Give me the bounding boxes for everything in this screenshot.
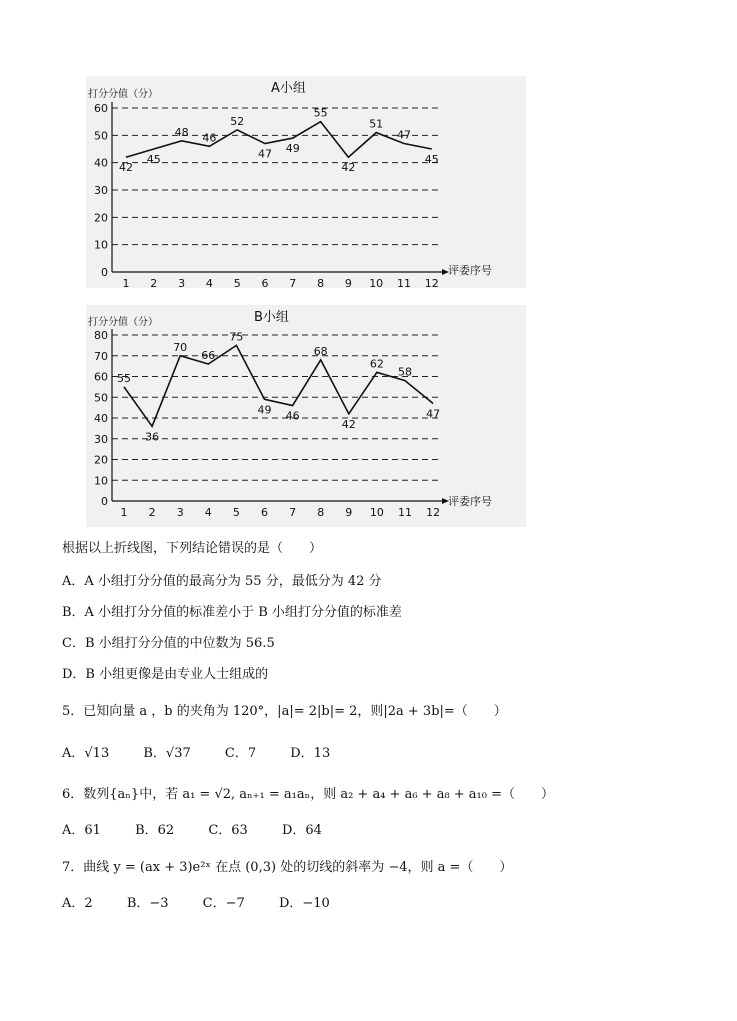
chart-a-data-label: 55 bbox=[313, 106, 328, 120]
chart-a-data-label: 49 bbox=[285, 142, 300, 156]
chart-a-xtick-label: 8 bbox=[317, 277, 325, 288]
chart-a-xtick-label: 4 bbox=[205, 277, 213, 288]
chart-b-data-label: 66 bbox=[201, 349, 216, 363]
chart-a-data-label: 51 bbox=[369, 117, 384, 131]
chart-b-xtick-label: 2 bbox=[148, 506, 156, 519]
chart-b-xtick-label: 7 bbox=[289, 506, 297, 519]
chart-b-data-label: 46 bbox=[285, 409, 300, 423]
chart-b-ytick-label: 60 bbox=[94, 370, 108, 384]
q7-option-b: B．−3 bbox=[126, 896, 169, 911]
chart-a-ytick-label: 20 bbox=[94, 211, 108, 225]
chart-b bbox=[86, 305, 526, 527]
q5-stem: 5．已知向量 a ，b 的夹角为 120°，|a|= 2|b|= 2，则|2a + 3b|=（ ） bbox=[62, 704, 507, 719]
chart-a-data-label: 46 bbox=[202, 131, 217, 145]
q5-option-b: B．√37 bbox=[143, 746, 191, 761]
chart-b-ytick-label: 30 bbox=[94, 432, 108, 446]
chart-b-xtick-label: 3 bbox=[176, 506, 184, 519]
chart-a-xtick-label: 2 bbox=[150, 277, 158, 288]
chart-b-ytick-label: 0 bbox=[101, 495, 108, 508]
chart-b-xtick-label: 6 bbox=[261, 506, 268, 519]
q4-option-a: A．A 小组打分分值的最高分为 55 分，最低分为 42 分 bbox=[62, 574, 382, 589]
chart-b-xtick-label: 8 bbox=[317, 506, 325, 519]
chart-a-ytick-label: 50 bbox=[94, 129, 108, 143]
q4-option-d: D．B 小组更像是由专业人士组成的 bbox=[62, 667, 269, 682]
chart-a-data-label: 45 bbox=[146, 153, 161, 166]
chart-b-data-label: 55 bbox=[117, 371, 131, 385]
q6-option-d: D．64 bbox=[281, 823, 322, 838]
chart-a-xtick-label: 12 bbox=[424, 277, 439, 288]
chart-a-xtick-label: 5 bbox=[233, 277, 241, 288]
chart-b-data-label: 42 bbox=[341, 417, 356, 431]
chart-b-data-label: 47 bbox=[426, 407, 441, 421]
q6-option-a: A．61 bbox=[62, 823, 101, 838]
chart-b-svg bbox=[86, 305, 526, 527]
chart-a-ytick-label: 40 bbox=[94, 156, 108, 170]
chart-a-ytick-label: 30 bbox=[94, 184, 108, 197]
chart-b-ylabel: 打分分值（分） bbox=[88, 317, 158, 328]
chart-b-title: B小组 bbox=[254, 310, 289, 325]
q6-options bbox=[62, 819, 352, 838]
chart-a-ytick-label: 0 bbox=[101, 266, 108, 279]
chart-a-data-label: 42 bbox=[341, 161, 356, 175]
chart-b-xtick-label: 1 bbox=[120, 506, 128, 519]
q4-option-b: B．A 小组打分分值的标准差小于 B 小组打分分值的标准差 bbox=[62, 605, 402, 620]
chart-b-data-label: 49 bbox=[257, 403, 272, 417]
chart-b-ytick-label: 10 bbox=[94, 474, 108, 488]
chart-a-svg bbox=[86, 76, 526, 288]
chart-b-data-label: 70 bbox=[173, 340, 188, 354]
chart-b-data-label: 58 bbox=[398, 365, 412, 379]
chart-a-data-label: 47 bbox=[397, 128, 411, 142]
chart-a bbox=[86, 76, 526, 288]
chart-b-ytick-label: 80 bbox=[94, 329, 108, 342]
q7-stem: 7．曲线 y = (ax + 3)e²ˣ 在点 (0,3) 处的切线的斜率为 −4，则 a =（ ） bbox=[62, 860, 513, 875]
chart-a-data-label: 52 bbox=[230, 114, 245, 128]
chart-b-xtick-label: 12 bbox=[426, 506, 441, 519]
chart-a-title: A小组 bbox=[271, 81, 306, 96]
q4-stem: 根据以上折线图，下列结论错误的是（ ） bbox=[62, 541, 323, 556]
chart-a-xtick-label: 10 bbox=[369, 277, 384, 288]
q7-options bbox=[62, 892, 360, 911]
chart-b-xtick-label: 11 bbox=[398, 506, 412, 519]
q6-stem: 6．数列{aₙ}中，若 a₁ = √2, aₙ₊₁ = a₁aₙ，则 a₂ + a₄ + a₆ + a₈ + a₁₀ =（ ） bbox=[62, 787, 555, 802]
chart-a-xlabel: 评委序号 bbox=[448, 264, 492, 277]
chart-a-data-label: 48 bbox=[174, 125, 189, 139]
q4-option-c: C．B 小组打分分值的中位数为 56.5 bbox=[62, 636, 275, 651]
chart-b-xtick-label: 10 bbox=[369, 506, 384, 519]
chart-b-series-line bbox=[124, 345, 433, 426]
chart-a-xtick-label: 7 bbox=[289, 277, 297, 288]
chart-b-data-label: 36 bbox=[145, 430, 160, 444]
chart-a-xtick-label: 11 bbox=[397, 277, 411, 288]
chart-b-xlabel: 评委序号 bbox=[448, 495, 492, 508]
q6-option-b: B．62 bbox=[135, 823, 175, 838]
chart-a-series-line bbox=[126, 122, 432, 158]
q5-option-a: A．√13 bbox=[62, 746, 110, 761]
chart-a-xtick-label: 6 bbox=[261, 277, 269, 288]
chart-a-ytick-label: 10 bbox=[94, 238, 108, 252]
chart-b-ytick-label: 40 bbox=[94, 412, 108, 425]
chart-b-ytick-label: 50 bbox=[94, 391, 108, 405]
q7-option-d: D．−10 bbox=[278, 896, 330, 911]
chart-a-data-label: 47 bbox=[258, 147, 272, 161]
chart-b-data-label: 62 bbox=[369, 357, 384, 371]
chart-b-xtick-label: 9 bbox=[345, 506, 353, 519]
q5-option-c: C．7 bbox=[224, 746, 257, 761]
chart-b-xtick-label: 5 bbox=[232, 506, 240, 519]
q6-option-c: C．63 bbox=[208, 823, 248, 838]
q7-option-c: C．−7 bbox=[202, 896, 245, 911]
chart-b-data-label: 68 bbox=[313, 344, 328, 358]
chart-a-xtick-label: 1 bbox=[122, 277, 130, 288]
chart-a-ytick-label: 60 bbox=[94, 102, 108, 115]
q5-options bbox=[62, 742, 360, 761]
chart-a-data-label: 45 bbox=[424, 153, 439, 166]
chart-b-xtick-label: 4 bbox=[204, 506, 212, 519]
chart-b-ytick-label: 70 bbox=[94, 349, 108, 363]
chart-a-data-label: 42 bbox=[119, 161, 133, 175]
q5-option-d: D．13 bbox=[290, 746, 331, 761]
chart-a-xtick-label: 3 bbox=[178, 277, 186, 288]
chart-a-ylabel: 打分分值（分） bbox=[88, 89, 158, 100]
chart-b-ytick-label: 20 bbox=[94, 453, 108, 467]
q7-option-a: A．2 bbox=[62, 896, 93, 911]
chart-a-xtick-label: 9 bbox=[344, 277, 352, 288]
chart-b-data-label: 75 bbox=[229, 330, 244, 344]
